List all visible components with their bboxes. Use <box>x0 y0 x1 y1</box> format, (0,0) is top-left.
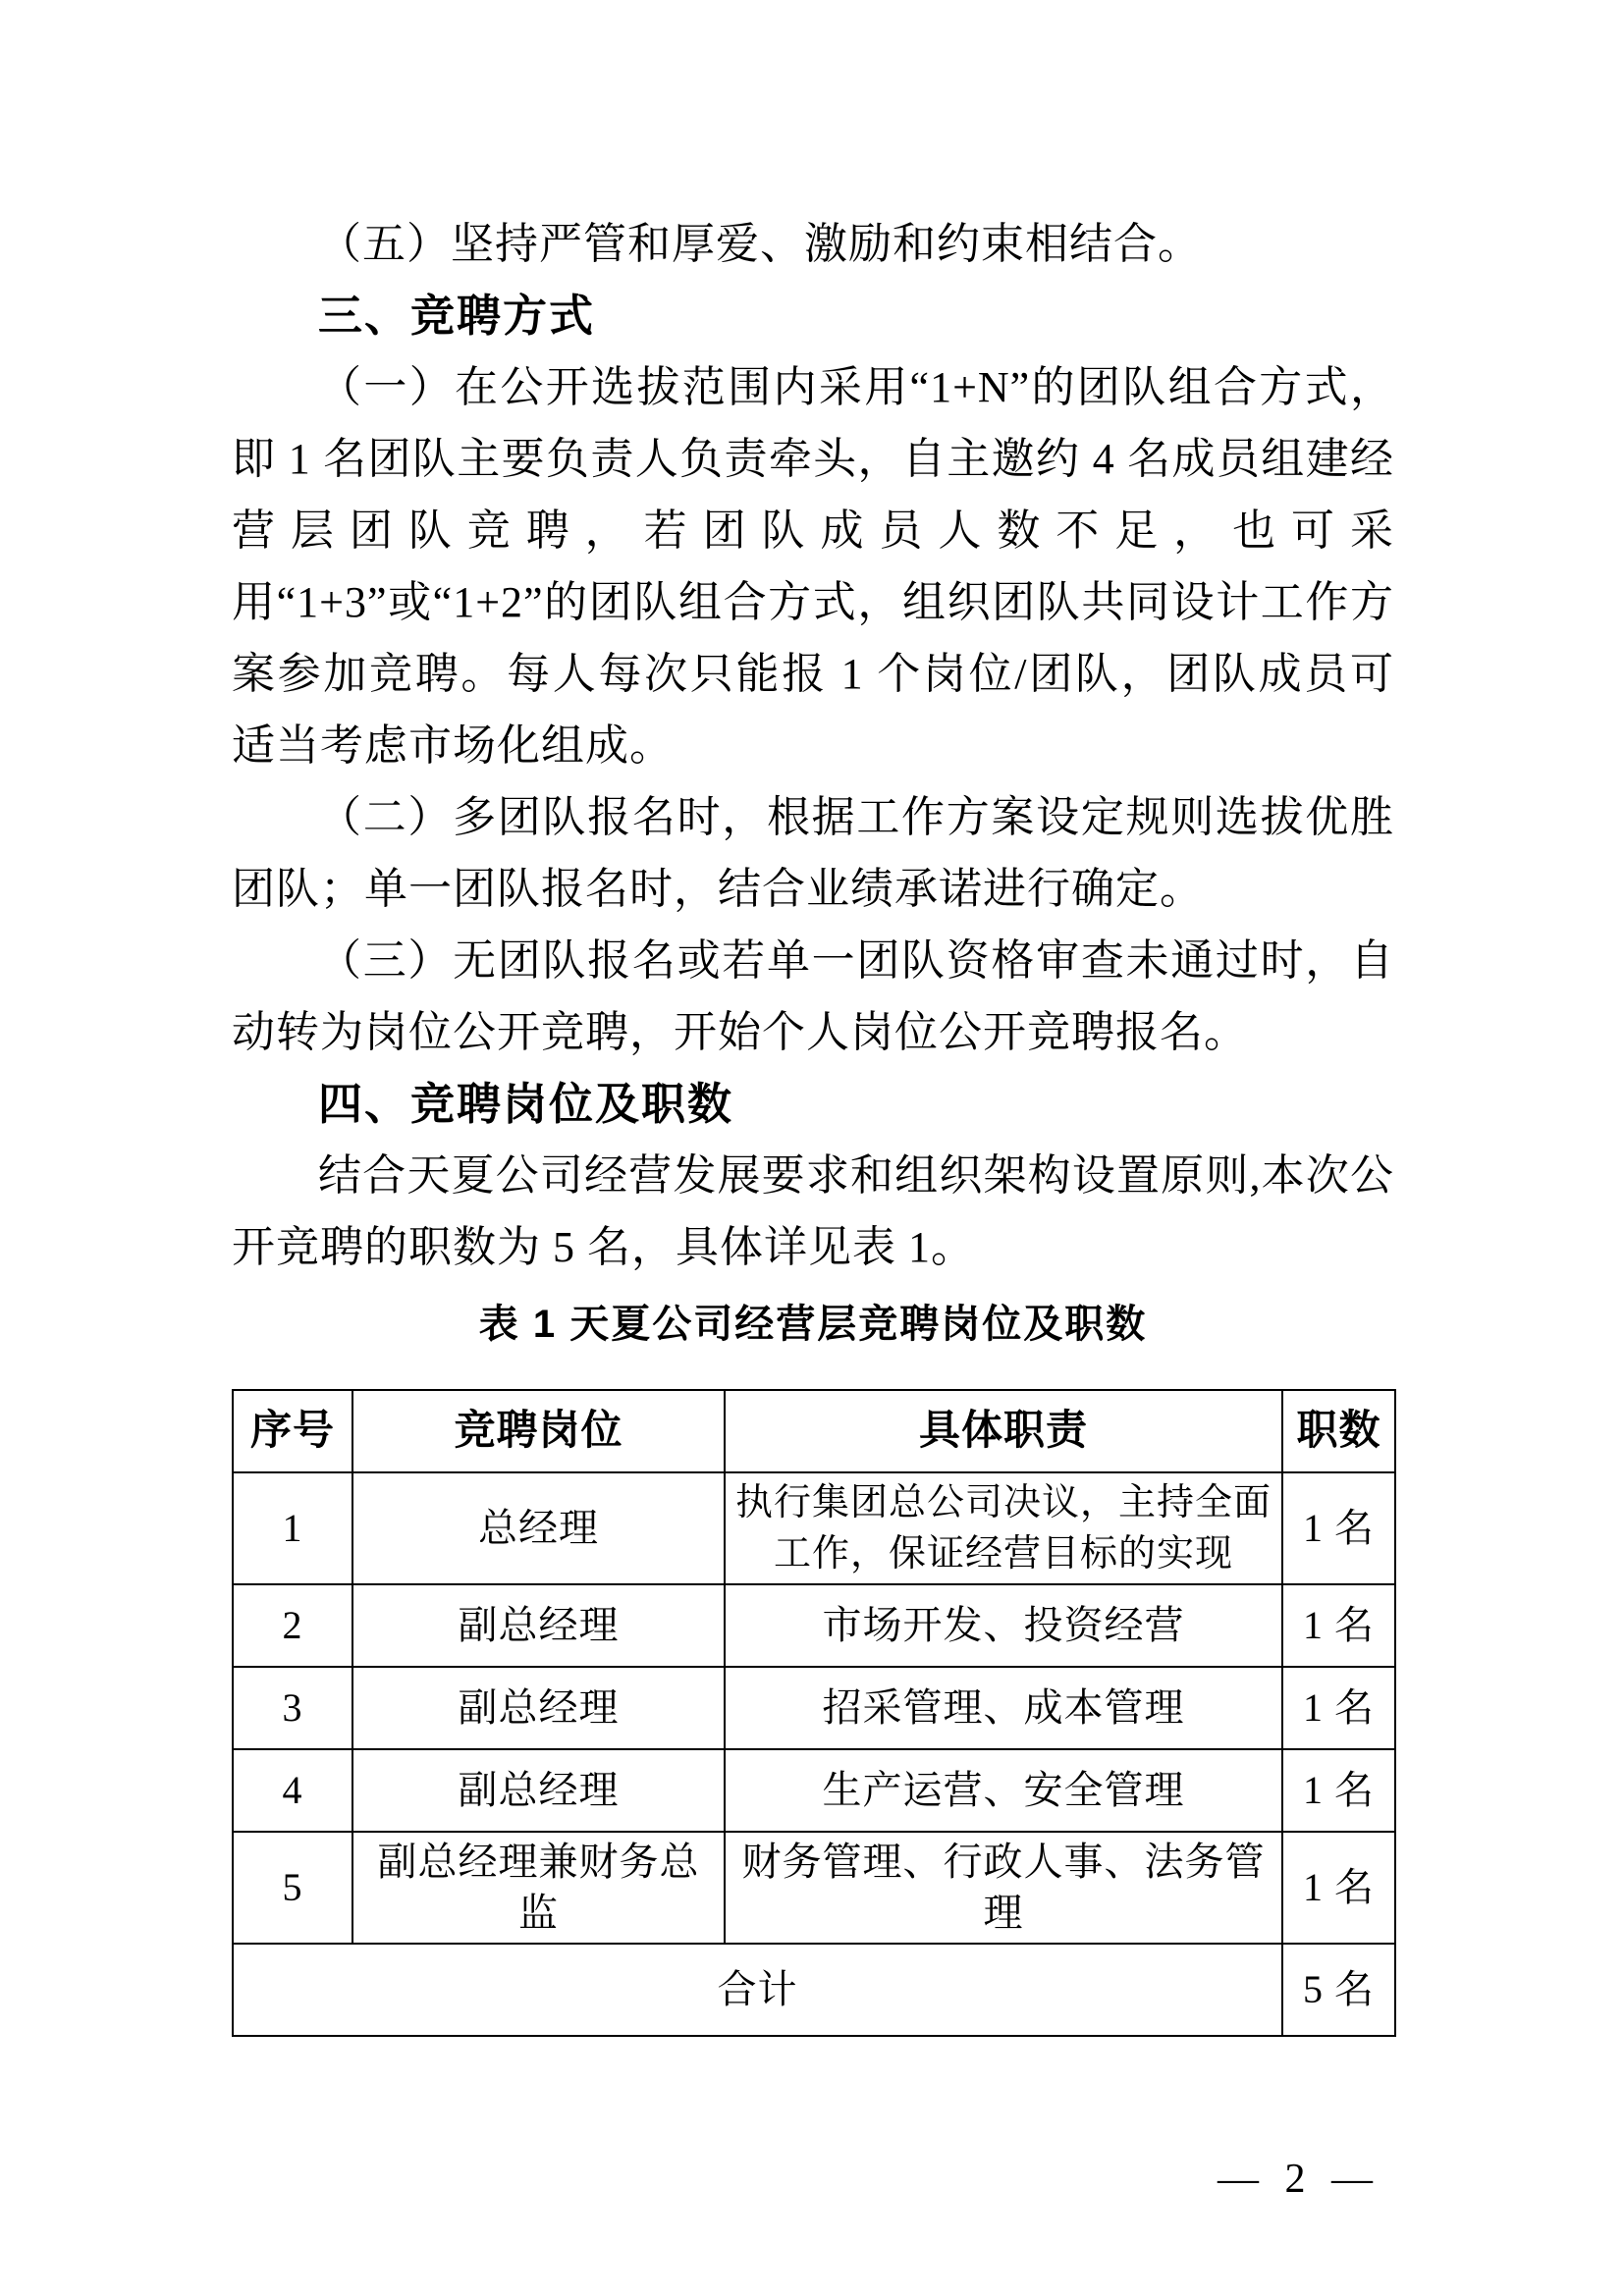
page-number: — 2 — <box>1218 2157 1380 2202</box>
paragraph-item-one: （一）在公开选拔范围内采用“1+N”的团队组合方式，即 1 名团队主要负责人负责牵头，自主邀约 4 名成员组建经营层团队竞聘，若团队成员人数不足，也可采用“1+3”或“1+2”的团队组合方式，组织团队共同设计工作方案参加竞聘。每人每次只能报 1 个岗位/团队，团队成员可适当考虑市场化组成。 <box>232 363 1394 770</box>
cell-index: 4 <box>233 1749 352 1832</box>
cell-position: 副总经理 <box>352 1667 725 1749</box>
cell-duties: 市场开发、投资经营 <box>725 1584 1282 1667</box>
total-value-cell: 5 名 <box>1282 1944 1395 2036</box>
table-row <box>233 1472 1395 1584</box>
cell-duties: 财务管理、行政人事、法务管理 <box>725 1832 1282 1944</box>
positions-table <box>232 1389 1396 2037</box>
table-row <box>233 1832 1395 1944</box>
cell-position: 副总经理 <box>352 1584 725 1667</box>
table-header-row <box>233 1390 1395 1472</box>
table-row <box>233 1667 1395 1749</box>
header-cell-position: 竞聘岗位 <box>352 1390 725 1472</box>
paragraph-item-two: （二）多团队报名时，根据工作方案设定规则选拔优胜团队；单一团队报名时，结合业绩承诺进行确定。 <box>232 793 1394 913</box>
cell-duties: 执行集团总公司决议，主持全面工作，保证经营目标的实现 <box>725 1472 1282 1584</box>
cell-count: 1 名 <box>1282 1749 1395 1832</box>
cell-count: 1 名 <box>1282 1584 1395 1667</box>
cell-count: 1 名 <box>1282 1472 1395 1584</box>
document-content <box>232 208 1394 2037</box>
table-row <box>233 1749 1395 1832</box>
cell-count: 1 名 <box>1282 1667 1395 1749</box>
cell-index: 2 <box>233 1584 352 1667</box>
paragraph-intro: 结合天夏公司经营发展要求和组织架构设置原则,本次公开竞聘的职数为 5 名，具体详见表 1。 <box>232 1151 1394 1271</box>
cell-count: 1 名 <box>1282 1832 1395 1944</box>
header-cell-count: 职数 <box>1282 1390 1395 1472</box>
table-row <box>233 1584 1395 1667</box>
cell-duties: 生产运营、安全管理 <box>725 1749 1282 1832</box>
paragraph-item-three: （三）无团队报名或若单一团队资格审查未通过时，自动转为岗位公开竞聘，开始个人岗位公开竞聘报名。 <box>232 936 1394 1056</box>
cell-duties: 招采管理、成本管理 <box>725 1667 1282 1749</box>
paragraph-item-five: （五）坚持严管和厚爱、激励和约束相结合。 <box>318 220 1202 268</box>
header-cell-index: 序号 <box>233 1390 352 1472</box>
table-caption: 表 1 天夏公司经营层竞聘岗位及职数 <box>478 1303 1148 1346</box>
cell-position: 总经理 <box>352 1472 725 1584</box>
header-cell-duties: 具体职责 <box>725 1390 1282 1472</box>
section-heading-three: 三、竞聘方式 <box>318 291 596 341</box>
cell-index: 5 <box>233 1832 352 1944</box>
cell-index: 3 <box>233 1667 352 1749</box>
table-total-row <box>233 1944 1395 2036</box>
cell-position: 副总经理 <box>352 1749 725 1832</box>
cell-index: 1 <box>233 1472 352 1584</box>
cell-position: 副总经理兼财务总监 <box>352 1832 725 1944</box>
section-heading-four: 四、竞聘岗位及职数 <box>318 1079 734 1129</box>
total-label-cell: 合计 <box>233 1944 1282 2036</box>
